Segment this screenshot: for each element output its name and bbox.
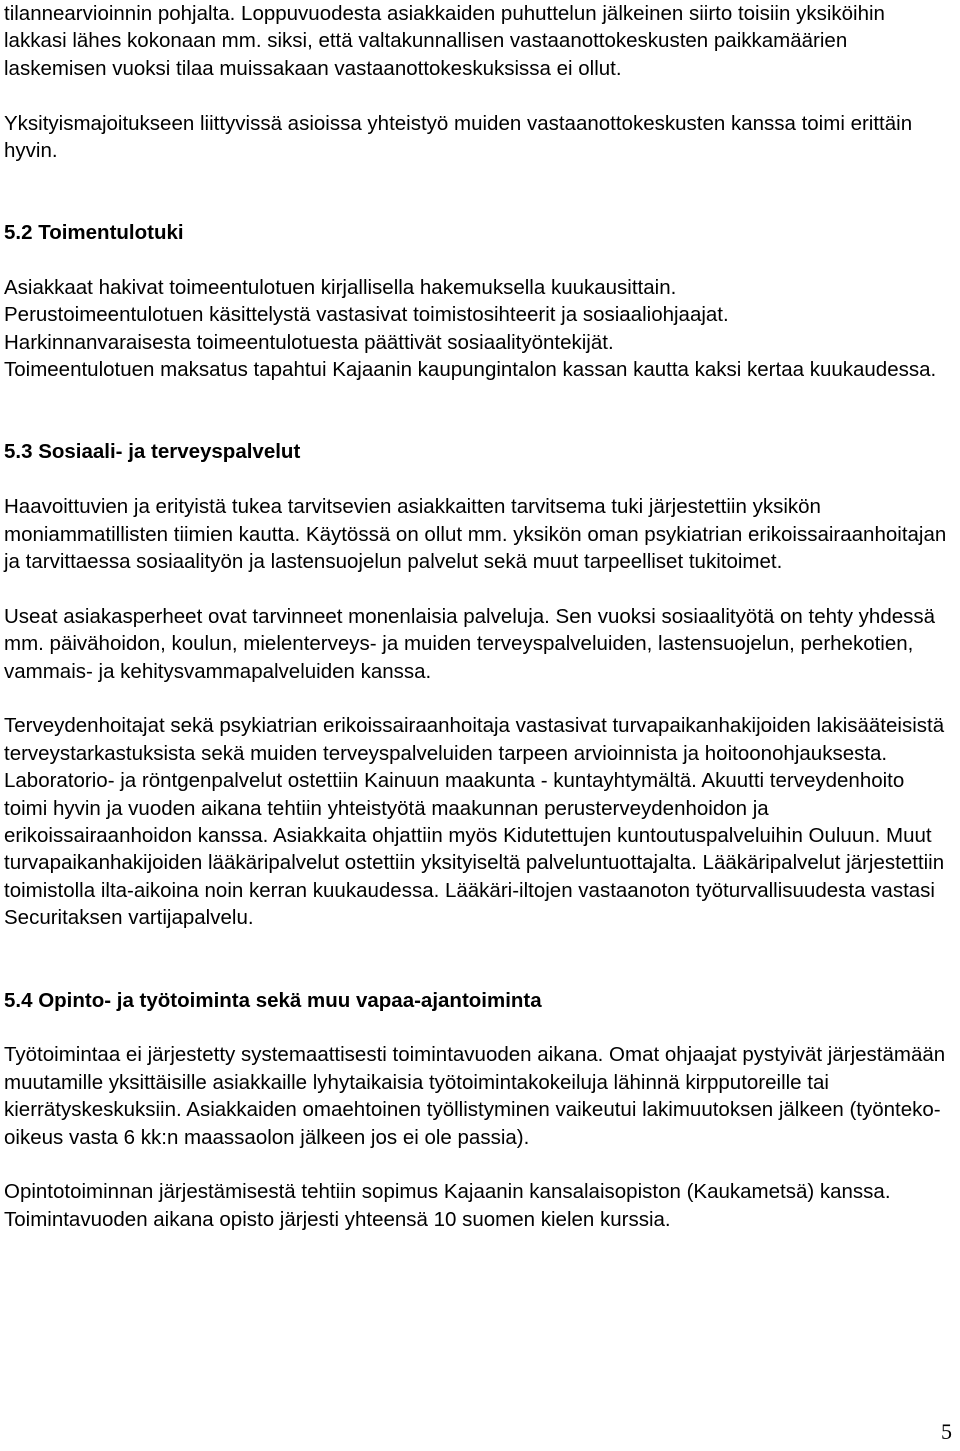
paragraph-private-housing: Yksityismajoitukseen liittyvissä asioissa yhteistyö muiden vastaanottokeskusten kanssa toimi erittäin hyvin. — [4, 111, 913, 163]
spacer — [4, 466, 948, 493]
paragraph-study-work-2: Opintotoiminnan järjestämisestä tehtiin sopimus Kajaanin kansalaisopiston (Kaukametsä) kanssa. Toimintavuoden aikana opisto järjesti yhteensä 10 suomen kielen kurssia. — [4, 1180, 891, 1231]
spacer — [4, 247, 948, 274]
paragraph-social-services-2: Useat asiakasperheet ovat tarvinneet monenlaisia palveluja. Sen vuoksi sosiaalityötä on tehty yhdessä mm. päivähoidon, koulun, mielenterveys- ja muiden terveyspalveluiden, lastensuojelun, perhekotien, vammais- ja kehitysvammapalveluiden kanssa. — [4, 604, 936, 683]
paragraph-income-support-line-2: Perustoimeentulotuen käsittelystä vastasivat toimistosihteerit ja sosiaaliohjaajat. — [4, 303, 729, 327]
paragraph-income-support-line-4: Toimeentulotuen maksatus tapahtui Kajaanin kaupungintalon kassan kautta kaksi kertaa kuukaudessa. — [4, 358, 937, 382]
paragraph-intro: tilannearvioinnin pohjalta. Loppuvuodesta asiakkaiden puhuttelun jälkeinen siirto toisiin yksiköihin lakkasi lähes kokonaan mm. siksi, että valtakunnallisen vastaanottokeskusten paikkamäärien laskemisen vuoksi tilaa muissakaan vastaanottokeskuksissa ei ollut. — [4, 2, 885, 80]
page-number: 5 — [941, 1419, 952, 1444]
paragraph-income-support-line-3: Harkinnanvaraisesta toimeentulotuesta päättivät sosiaalityöntekijät. — [4, 330, 614, 354]
section-heading-5-2: 5.2 Toimentulotuki — [4, 221, 184, 245]
section-heading-5-3: 5.3 Sosiaali- ja terveyspalvelut — [4, 440, 301, 464]
paragraph-income-support-line-1: Asiakkaat hakivat toimeentulotuen kirjallisella hakemuksella kuukausittain. — [4, 276, 677, 300]
spacer — [4, 384, 948, 439]
spacer — [4, 685, 948, 712]
spacer — [4, 1014, 948, 1041]
spacer — [4, 575, 948, 602]
paragraph-social-services-3: Terveydenhoitajat sekä psykiatrian erikoissairaanhoitaja vastasivat turvapaikanhakijoiden lakisääteisistä terveystarkastuksista sekä muiden terveyspalveluiden tarpeen arvioinnista ja hoitoonohjauksesta. Laboratorio- ja röntgenpalvelut ostettiin Kainuun maakunta - kuntayhtymältä. Akuutti terveydenhoito toimi hyvin ja vuoden aikana tehtiin yhteistyötä maakunnan perusterveydenhoidon ja erikoissairaanhoidon kanssa. Asiakkaita ohjattiin myös Kidutettujen kuntoutuspalveluihin Ouluun. Muut turvapaikanhakijoiden lääkäripalvelut ostettiin yksityiseltä palveluntuottajalta. Lääkäripalvelut järjestettiin toimistolla ilta-aikoina noin kerran kuukaudessa. Lääkäri-iltojen vastaanoton työturvallisuudesta vastasi Securitaksen vartijapalvelu. — [4, 714, 945, 930]
paragraph-study-work-1: Työtoimintaa ei järjestetty systemaattisesti toimintavuoden aikana. Omat ohjaajat pystyivät järjestämään muutamille yksittäisille asiakkaille lyhytaikaisia työtoimintakokeiluja lähinnä kirpputoreille tai kierrätyskeskuksiin. Asiakkaiden omaehtoinen työllistyminen vaikeutui lakimuutoksen jälkeen (työnteko-oikeus vasta 6 kk:n maassaolon jälkeen jos ei ole passia). — [4, 1043, 946, 1149]
document-page — [4, 0, 948, 1233]
paragraph-social-services-1: Haavoittuvien ja erityistä tukea tarvitsevien asiakkaitten tarvitsema tuki järjestettiin yksikön moniammatillisten tiimien kautta. Käytössä on ollut mm. yksikön oman psykiatrian erikoissairaanhoitajan ja tarvittaessa sosiaalityön ja lastensuojelun palvelut sekä muut tarpeelliset tukitoimet. — [4, 495, 947, 574]
section-heading-5-4: 5.4 Opinto- ja työtoiminta sekä muu vapaa-ajantoiminta — [4, 988, 542, 1012]
spacer — [4, 1151, 948, 1178]
spacer — [4, 932, 948, 987]
spacer — [4, 82, 948, 109]
spacer — [4, 164, 948, 219]
